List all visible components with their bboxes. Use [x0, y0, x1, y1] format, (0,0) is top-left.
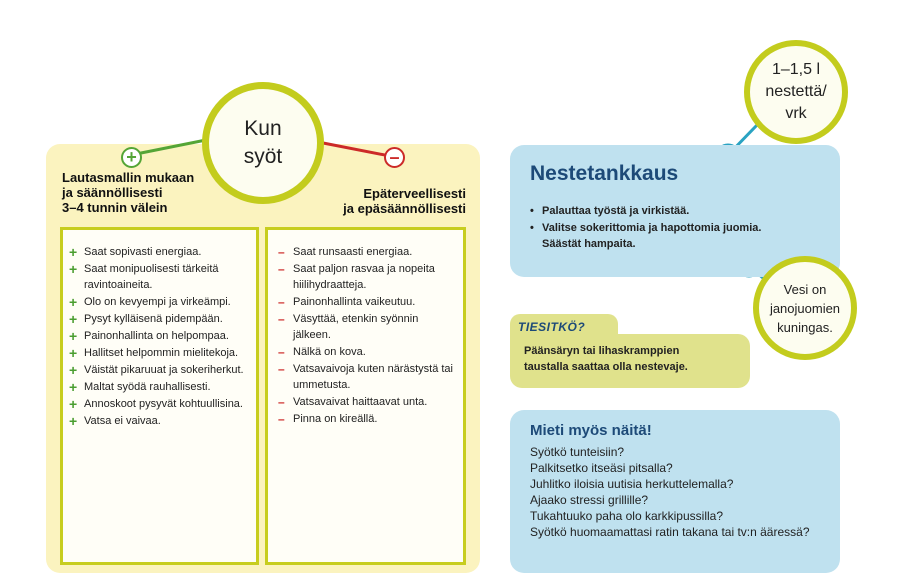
- plus-icon: +: [69, 345, 78, 361]
- bad-heading: Epäterveellisesti ja epäsäännöllisesti: [343, 186, 466, 216]
- list-item: – Nälkä on kova.: [278, 345, 366, 359]
- list-item: Tukahtuuko paha olo karkkipussilla?: [530, 509, 724, 523]
- list-item: – Saat runsaasti energiaa.: [278, 245, 413, 259]
- plus-icon: +: [69, 413, 78, 429]
- list-item: + Saat sopivasti energiaa.: [69, 244, 202, 260]
- minus-icon: –: [278, 412, 285, 426]
- minus-icon: –: [278, 295, 285, 309]
- plus-icon: +: [69, 244, 78, 260]
- plus-icon: +: [69, 396, 78, 412]
- think-about-list: [530, 444, 820, 540]
- list-item: – Painonhallinta vaikeutuu.: [278, 295, 416, 309]
- list-item: + Maltat syödä rauhallisesti.: [69, 379, 211, 395]
- list-item: Ajaako stressi grillille?: [530, 493, 649, 507]
- minus-icon: –: [278, 345, 285, 359]
- list-item: Palkitsetko itseäsi pitsalla?: [530, 461, 673, 475]
- think-about-title: Mieti myös näitä!: [530, 422, 652, 439]
- bad-effects-list: [278, 244, 458, 428]
- list-item: Syötkö huomaamattasi ratin takana tai tv:n ääressä?: [530, 525, 810, 539]
- list-item: – Vatsavaivat haittaavat unta.: [278, 395, 428, 409]
- plus-icon: +: [69, 311, 78, 327]
- minus-icon: –: [278, 262, 285, 276]
- good-connector-line: [131, 140, 206, 155]
- list-item: Syötkö tunteisiin?: [530, 445, 625, 459]
- minus-icon: –: [278, 395, 285, 409]
- list-item: • Valitse sokerittomia ja hapottomia juomia. Säästät hampaita.: [530, 220, 785, 252]
- good-heading: Lautasmallin mukaan ja säännöllisesti 3–4 tunnin välein: [62, 170, 195, 215]
- center-bubble: Kun syöt: [202, 82, 324, 204]
- hydration-list: [530, 203, 785, 253]
- list-item: + Saat monipuolisesti tärkeitä ravintoaineita.: [69, 261, 219, 291]
- list-item: + Väistät pikaruuat ja sokeriherkut.: [69, 362, 244, 378]
- minus-icon: –: [278, 245, 285, 259]
- volume-bubble: 1–1,5 l nestettä/ vrk: [744, 40, 848, 144]
- list-item: – Väsyttää, etenkin syönnin jälkeen.: [278, 312, 419, 341]
- list-item: Juhlitko iloisia uutisia herkuttelemalla?: [530, 477, 734, 491]
- list-item: + Annoskoot pysyvät kohtuullisina.: [69, 396, 243, 412]
- list-item: – Saat paljon rasvaa ja nopeita hiilihydraatteja.: [278, 262, 435, 291]
- plus-icon: +: [69, 362, 78, 378]
- list-item: + Pysyt kylläisenä pidempään.: [69, 311, 223, 327]
- plus-icon: +: [69, 294, 78, 310]
- water-bubble: Vesi on janojuomien kuningas.: [753, 256, 857, 360]
- did-you-know-label: TIESITKÖ?: [518, 320, 586, 334]
- list-item: + Olo on kevyempi ja virkeämpi.: [69, 294, 231, 310]
- plus-icon: +: [69, 261, 78, 277]
- plus-circle-icon: +: [121, 147, 142, 168]
- minus-icon: –: [278, 362, 285, 376]
- minus-icon: –: [278, 312, 285, 326]
- plus-icon: +: [69, 328, 78, 344]
- hydration-title: Nestetankkaus: [530, 162, 679, 185]
- list-item: – Pinna on kireällä.: [278, 412, 378, 426]
- list-item: • Palauttaa työstä ja virkistää.: [530, 203, 785, 219]
- list-item: – Vatsavaivoja kuten närästystä tai ummetusta.: [278, 362, 453, 391]
- list-item: + Painonhallinta on helpompaa.: [69, 328, 229, 344]
- plus-icon: +: [69, 379, 78, 395]
- list-item: + Vatsa ei vaivaa.: [69, 413, 161, 429]
- good-effects-list: [69, 244, 253, 430]
- minus-circle-icon: –: [384, 147, 405, 168]
- did-you-know-panel: Päänsäryn tai lihaskramppien taustalla saattaa olla nestevaje.: [510, 334, 750, 388]
- list-item: + Hallitset helpommin mielitekoja.: [69, 345, 239, 361]
